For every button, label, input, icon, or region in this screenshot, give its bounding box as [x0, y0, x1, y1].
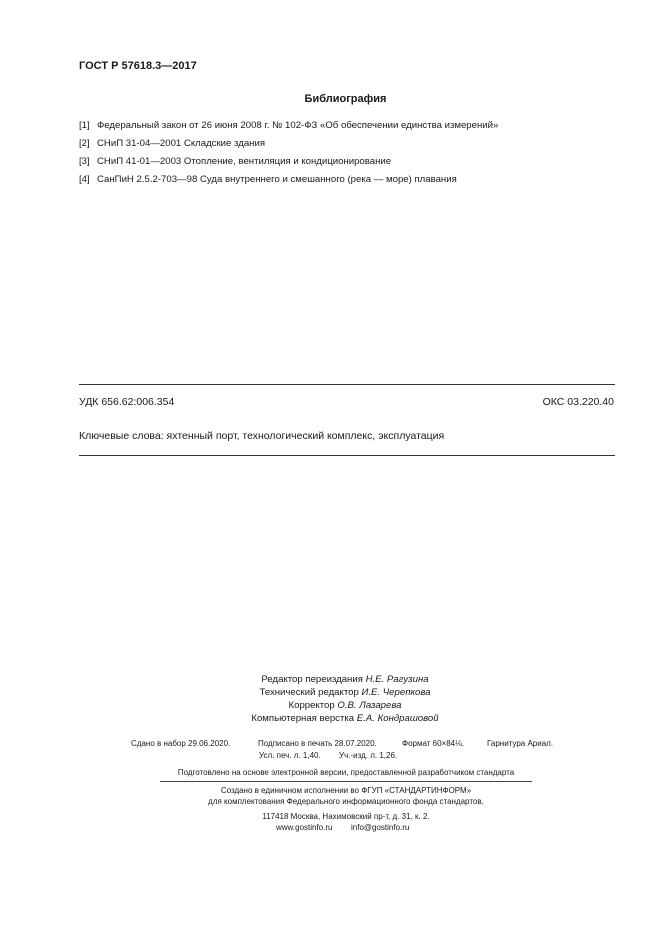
- imprint-address: 117418 Москва, Нахимовский пр-т, д. 31, к. 2.: [262, 812, 430, 821]
- credit-role: Компьютерная верстка: [251, 713, 355, 724]
- bibliography-item: [79, 138, 265, 149]
- credit-line: [200, 686, 490, 699]
- oks-code: ОКС 03.220.40: [542, 396, 614, 408]
- credit-role: Корректор: [288, 700, 335, 711]
- divider: [79, 455, 615, 456]
- credit-line: [200, 673, 490, 686]
- credit-role: Технический редактор: [259, 687, 359, 698]
- document-code: ГОСТ Р 57618.3—2017: [79, 60, 197, 72]
- udk-code: УДК 656.62:006.354: [79, 396, 175, 408]
- keywords: Ключевые слова: яхтенный порт, технологический комплекс, эксплуатация: [79, 430, 445, 442]
- imprint-submitted: Сдано в набор 29.06.2020.: [131, 739, 231, 748]
- bibliography-item: [79, 120, 498, 131]
- imprint-prepared: Подготовлено на основе электронной версии, предоставленной разработчиком стандарта: [177, 768, 515, 777]
- imprint-created: Создано в единичном исполнении во ФГУП «СТАНДАРТИНФОРМ»: [220, 786, 472, 795]
- imprint-format: Формат 60×84⅛.: [402, 739, 465, 748]
- imprint-signed: Подписано в печать 28.07.2020.: [258, 739, 377, 748]
- bibliography-item-text: Федеральный закон от 26 июня 2008 г. № 102-ФЗ «Об обеспечении единства измерений»: [97, 120, 499, 131]
- credit-line: [200, 712, 490, 725]
- bibliography-item-text: СНиП 41-01—2003 Отопление, вентиляция и кондиционирование: [97, 156, 392, 167]
- credit-role: Редактор переиздания: [261, 674, 363, 685]
- credit-name: Е.А. Кондрашовой: [356, 713, 439, 724]
- bibliography-item-number: [4]: [79, 174, 90, 185]
- imprint-pub-sheets: Уч.-изд. л. 1,26.: [339, 751, 398, 760]
- bibliography-item-text: СанПиН 2.5.2-703—98 Суда внутреннего и смешанного (река — море) плавания: [97, 174, 457, 185]
- bibliography-item-number: [3]: [79, 156, 90, 167]
- imprint-font: Гарнитура Ариал.: [487, 739, 554, 748]
- bibliography-item-text: СНиП 31-04—2001 Складские здания: [97, 138, 266, 149]
- bibliography-item: [79, 174, 457, 185]
- imprint-created-purpose: для комплектования Федерального информационного фонда стандартов,: [208, 797, 484, 806]
- imprint-email[interactable]: info@gostinfo.ru: [351, 823, 410, 832]
- bibliography-item-number: [2]: [79, 138, 90, 149]
- credit-line: [200, 699, 490, 712]
- divider: [79, 384, 615, 385]
- credit-name: И.Е. Черепкова: [361, 687, 431, 698]
- credit-name: О.В. Лазарева: [337, 700, 402, 711]
- credit-name: Н.Е. Рагузина: [365, 674, 429, 685]
- imprint-print-sheets: Усл. печ. л. 1,40.: [259, 751, 321, 760]
- credits-block: [200, 673, 490, 725]
- bibliography-item-number: [1]: [79, 120, 90, 131]
- imprint-website[interactable]: www.gostinfo.ru: [276, 823, 333, 832]
- divider: [160, 781, 532, 782]
- bibliography-item: [79, 156, 391, 167]
- bibliography-title: Библиография: [304, 93, 387, 105]
